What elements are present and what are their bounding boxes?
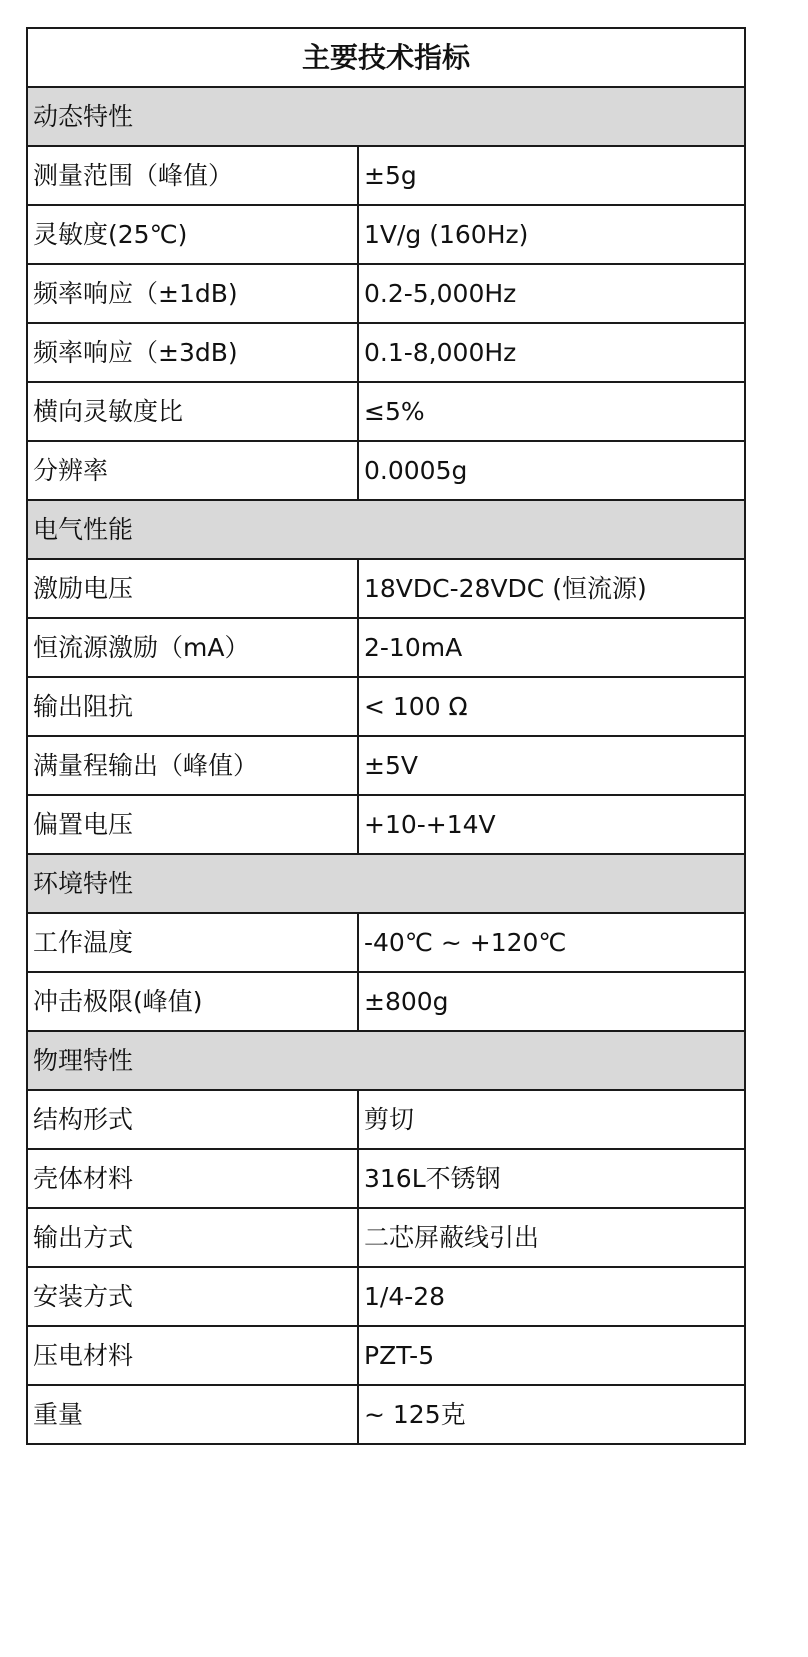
spec-label: 壳体材料 [27,1149,358,1208]
spec-row [27,1208,745,1267]
spec-label: 输出阻抗 [27,677,358,736]
spec-value: ±5g [358,146,745,205]
spec-label: 压电材料 [27,1326,358,1385]
spec-row [27,677,745,736]
spec-value: 0.0005g [358,441,745,500]
spec-label: 结构形式 [27,1090,358,1149]
spec-label: 测量范围（峰值） [27,146,358,205]
spec-row [27,559,745,618]
spec-value: ~ 125克 [358,1385,745,1444]
table-title: 主要技术指标 [27,28,745,87]
spec-row [27,146,745,205]
spec-value: 316L不锈钢 [358,1149,745,1208]
spec-row [27,264,745,323]
spec-row [27,1385,745,1444]
section-header-row [27,87,745,146]
section-header-row [27,854,745,913]
spec-value: 0.1-8,000Hz [358,323,745,382]
section-title: 动态特性 [27,87,745,146]
spec-label: 安装方式 [27,1267,358,1326]
spec-value: < 100 Ω [358,677,745,736]
spec-table-body [27,28,745,1444]
spec-table [26,27,746,1445]
spec-row [27,736,745,795]
spec-row [27,1149,745,1208]
spec-label: 激励电压 [27,559,358,618]
spec-row [27,382,745,441]
spec-label: 重量 [27,1385,358,1444]
spec-value: -40℃ ~ +120℃ [358,913,745,972]
spec-label: 工作温度 [27,913,358,972]
spec-value: 18VDC-28VDC (恒流源) [358,559,745,618]
spec-value: +10-+14V [358,795,745,854]
title-row [27,28,745,87]
spec-label: 频率响应（±3dB) [27,323,358,382]
spec-label: 输出方式 [27,1208,358,1267]
spec-row [27,618,745,677]
section-title: 物理特性 [27,1031,745,1090]
spec-row [27,1267,745,1326]
spec-row [27,441,745,500]
section-title: 环境特性 [27,854,745,913]
spec-label: 灵敏度(25℃) [27,205,358,264]
spec-row [27,205,745,264]
spec-label: 冲击极限(峰值) [27,972,358,1031]
section-header-row [27,1031,745,1090]
spec-value: 2-10mA [358,618,745,677]
section-header-row [27,500,745,559]
spec-row [27,1326,745,1385]
spec-value: 0.2-5,000Hz [358,264,745,323]
spec-value: ≤5% [358,382,745,441]
section-title: 电气性能 [27,500,745,559]
spec-value: ±5V [358,736,745,795]
spec-row [27,972,745,1031]
spec-row [27,913,745,972]
spec-label: 满量程输出（峰值） [27,736,358,795]
spec-value: 1V/g (160Hz) [358,205,745,264]
spec-label: 偏置电压 [27,795,358,854]
spec-label: 分辨率 [27,441,358,500]
spec-value: PZT-5 [358,1326,745,1385]
spec-value: 剪切 [358,1090,745,1149]
spec-row [27,795,745,854]
spec-row [27,323,745,382]
spec-label: 恒流源激励（mA） [27,618,358,677]
spec-value: 1/4-28 [358,1267,745,1326]
spec-value: ±800g [358,972,745,1031]
spec-label: 横向灵敏度比 [27,382,358,441]
spec-row [27,1090,745,1149]
spec-value: 二芯屏蔽线引出 [358,1208,745,1267]
spec-label: 频率响应（±1dB) [27,264,358,323]
